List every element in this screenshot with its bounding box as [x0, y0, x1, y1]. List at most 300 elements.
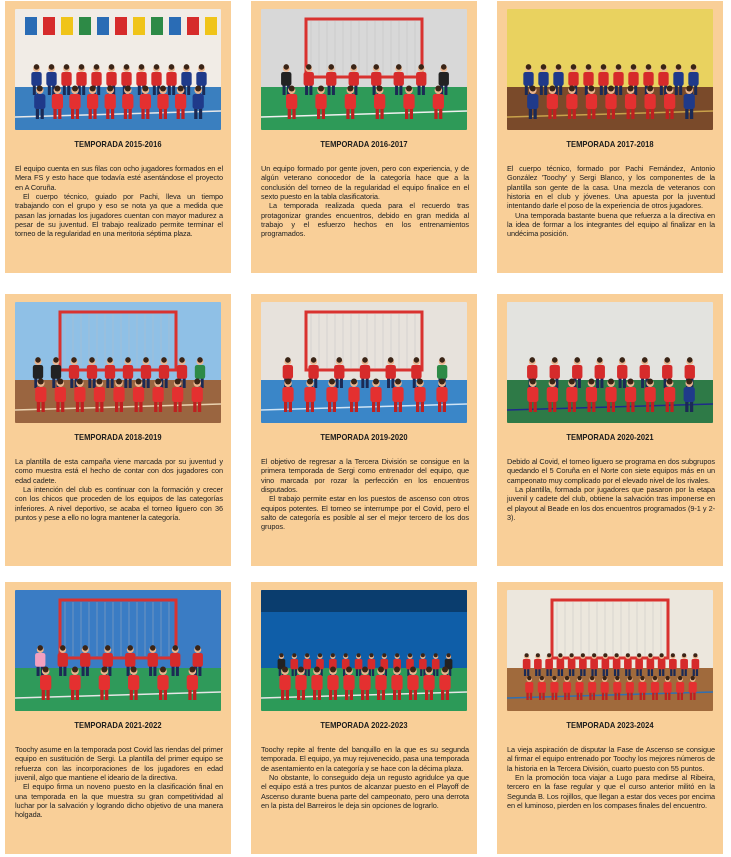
- player-hair: [418, 64, 424, 70]
- player-leg: [58, 108, 61, 119]
- player-leg: [569, 668, 571, 676]
- player-leg: [436, 668, 438, 676]
- player-shirt: [58, 653, 68, 667]
- player-leg: [302, 689, 305, 700]
- player-shirt: [669, 659, 677, 669]
- player-shirt: [527, 94, 538, 109]
- player-leg: [36, 108, 39, 119]
- player-hair: [71, 357, 77, 363]
- player-hair: [442, 667, 448, 673]
- paragraph: La temporada realizada queda para el recuerdo tras protagonizar grandes encuentros, debido en gran medida al trabajo y el esfuerzo hechos en los entrenamientos programados.: [261, 201, 469, 239]
- player-leg: [93, 108, 96, 119]
- player-leg: [580, 692, 582, 700]
- player-leg: [81, 401, 84, 412]
- player-leg: [558, 668, 560, 676]
- team-photo: [15, 590, 221, 711]
- player-leg: [135, 401, 138, 412]
- player-hair: [536, 653, 540, 657]
- player-leg: [105, 689, 108, 700]
- player-hair: [540, 676, 544, 680]
- player-leg: [53, 108, 56, 119]
- player-leg: [76, 401, 79, 412]
- player-shirt: [553, 72, 563, 86]
- player-leg: [106, 108, 109, 119]
- player-leg: [439, 108, 442, 119]
- player-leg: [529, 108, 532, 119]
- player-leg: [127, 666, 130, 676]
- player-leg: [88, 378, 91, 388]
- player-hair: [676, 64, 682, 70]
- player-leg: [48, 85, 51, 95]
- player-hair: [194, 379, 200, 385]
- season-card: [251, 1, 477, 273]
- player-leg: [612, 108, 615, 119]
- player-shirt: [534, 659, 542, 669]
- season-description: [507, 457, 715, 522]
- player-shirt: [566, 387, 577, 402]
- player-hair: [394, 667, 400, 673]
- player-hair: [89, 357, 95, 363]
- pennant: [25, 17, 37, 35]
- player-shirt: [613, 659, 621, 669]
- player-hair: [329, 379, 335, 385]
- player-shirt: [386, 365, 396, 379]
- player-shirt: [598, 72, 608, 86]
- player-leg: [129, 378, 132, 388]
- player-leg: [377, 689, 380, 700]
- player-shirt: [34, 94, 45, 109]
- player-hair: [292, 653, 296, 657]
- player-leg: [627, 692, 629, 700]
- player-shirt: [628, 72, 638, 86]
- photo-illustration: [261, 9, 467, 130]
- player-hair: [549, 379, 555, 385]
- player-shirt: [187, 675, 198, 690]
- player-leg: [366, 689, 369, 700]
- team-photo: [261, 302, 467, 423]
- player-hair: [665, 676, 669, 680]
- player-leg: [194, 108, 197, 119]
- player-shirt: [69, 675, 80, 690]
- player-leg: [651, 108, 654, 119]
- player-hair: [642, 357, 648, 363]
- player-hair: [601, 64, 607, 70]
- player-leg: [100, 401, 103, 412]
- player-leg: [336, 378, 339, 388]
- paragraph: La vieja aspiración de disputar la Fase de Ascenso se consigue al firmar el equipo entrenado por Toochy los mejores números de la historia en la Tercera División, cuarto puesto con 55 puntos.: [507, 745, 715, 773]
- player-shirt: [87, 365, 97, 379]
- player-hair: [661, 64, 667, 70]
- player-leg: [540, 85, 543, 95]
- player-leg: [578, 378, 581, 388]
- player-leg: [694, 85, 697, 95]
- player-leg: [398, 689, 401, 700]
- player-shirt: [566, 94, 577, 109]
- player-shirt: [122, 94, 133, 109]
- player-hair: [530, 86, 536, 92]
- player-leg: [41, 108, 44, 119]
- paragraph: La intención del club es continuar con la formación y crecer con los chicos que proceden de los equipos de las categorías inferiores. A nivel deportivo, se acaba el torneo liguero con 36 puntos y pese a ello no logra mantener la categoría.: [15, 485, 223, 523]
- player-hair: [169, 64, 175, 70]
- player-leg: [662, 668, 664, 676]
- player-hair: [608, 86, 614, 92]
- player-leg: [619, 85, 622, 95]
- player-hair: [373, 64, 379, 70]
- player-shirt: [416, 72, 426, 86]
- player-leg: [295, 668, 297, 676]
- player-hair: [79, 64, 85, 70]
- player-hair: [351, 64, 357, 70]
- player-leg: [289, 401, 292, 412]
- player-leg: [636, 668, 638, 676]
- player-hair: [439, 379, 445, 385]
- player-shirt: [436, 387, 447, 402]
- player-leg: [573, 108, 576, 119]
- player-leg: [394, 401, 397, 412]
- player-leg: [544, 85, 547, 95]
- player-leg: [56, 401, 59, 412]
- player-shirt: [355, 659, 363, 669]
- player-shirt: [680, 659, 688, 669]
- player-leg: [202, 85, 205, 95]
- player-hair: [565, 676, 569, 680]
- player-leg: [361, 378, 364, 388]
- player-shirt: [640, 365, 650, 379]
- player-hair: [691, 64, 697, 70]
- paragraph: El cuerpo técnico, formado por Pachi Fernández, Antonio González 'Toochy' y Sergi Blanco, y los componentes de la plantilla son gente de la casa. Una mezcla de veteranos con historia en el club y jóvenes. Una apuesta por la juventud intentando darle el poso de la experiencia de otros jugadores.: [507, 164, 715, 211]
- player-leg: [416, 401, 419, 412]
- player-shirt: [166, 72, 176, 86]
- player-shirt: [103, 653, 113, 667]
- player-shirt: [193, 94, 204, 109]
- pennant: [97, 17, 109, 35]
- player-leg: [619, 378, 622, 388]
- season-card: [251, 294, 477, 566]
- player-hair: [615, 653, 619, 657]
- player-leg: [351, 108, 354, 119]
- player-hair: [107, 357, 113, 363]
- player-hair: [175, 379, 181, 385]
- player-leg: [592, 401, 595, 412]
- player-leg: [534, 108, 537, 119]
- player-leg: [309, 85, 312, 95]
- player-shirt: [99, 675, 110, 690]
- player-hair: [552, 676, 556, 680]
- player-leg: [100, 689, 103, 700]
- player-hair: [77, 379, 83, 385]
- player-leg: [446, 689, 449, 700]
- player-hair: [94, 64, 100, 70]
- player-shirt: [527, 387, 538, 402]
- player-leg: [641, 378, 644, 388]
- player-leg: [587, 108, 590, 119]
- player-leg: [690, 692, 692, 700]
- player-hair: [549, 86, 555, 92]
- player-shirt: [419, 659, 427, 669]
- player-hair: [154, 64, 160, 70]
- player-hair: [640, 676, 644, 680]
- player-leg: [343, 668, 345, 676]
- player-hair: [527, 676, 531, 680]
- player-leg: [652, 692, 654, 700]
- player-shirt: [550, 682, 558, 693]
- player-shirt: [550, 365, 560, 379]
- photo-illustration: [15, 302, 221, 423]
- player-shirt: [125, 653, 135, 667]
- pennant: [151, 17, 163, 35]
- player-leg: [666, 401, 669, 412]
- player-leg: [420, 668, 422, 676]
- player-leg: [391, 378, 394, 388]
- paragraph: El equipo cuenta en sus filas con ocho jugadores formados en el Mera FS y esto hace que todavía esté asentándose el proyecto en A Coruña.: [15, 164, 223, 192]
- player-leg: [535, 668, 537, 676]
- player-leg: [178, 401, 181, 412]
- player-hair: [318, 86, 324, 92]
- season-description: [507, 745, 715, 810]
- player-shirt: [157, 675, 168, 690]
- player-leg: [410, 108, 413, 119]
- player-hair: [628, 379, 634, 385]
- player-leg: [193, 401, 196, 412]
- player-leg: [198, 401, 201, 412]
- player-shirt: [80, 653, 90, 667]
- player-shirt: [684, 387, 695, 402]
- player-leg: [334, 689, 337, 700]
- player-hair: [647, 86, 653, 92]
- player-shirt: [638, 682, 646, 693]
- player-shirt: [617, 365, 627, 379]
- player-leg: [685, 668, 687, 676]
- player-leg: [328, 401, 331, 412]
- player-hair: [282, 667, 288, 673]
- player-leg: [52, 378, 55, 388]
- player-hair: [603, 676, 607, 680]
- player-hair: [189, 667, 195, 673]
- player-shirt: [195, 365, 205, 379]
- player-leg: [665, 692, 667, 700]
- player-hair: [615, 676, 619, 680]
- player-hair: [574, 357, 580, 363]
- player-shirt: [286, 94, 297, 109]
- photo-illustration: [261, 590, 467, 711]
- player-leg: [369, 668, 371, 676]
- player-leg: [573, 401, 576, 412]
- player-shirt: [538, 72, 548, 86]
- player-shirt: [568, 72, 578, 86]
- player-shirt: [644, 387, 655, 402]
- player-hair: [435, 86, 441, 92]
- player-leg: [593, 692, 595, 700]
- player-leg: [433, 668, 435, 676]
- player-leg: [526, 692, 528, 700]
- player-leg: [443, 401, 446, 412]
- player-shirt: [658, 659, 666, 669]
- player-leg: [568, 108, 571, 119]
- player-hair: [96, 379, 102, 385]
- player-hair: [414, 357, 420, 363]
- player-leg: [615, 85, 618, 95]
- player-leg: [359, 668, 361, 676]
- player-leg: [580, 668, 582, 676]
- player-leg: [42, 689, 45, 700]
- player-shirt: [547, 387, 558, 402]
- player-hair: [686, 86, 692, 92]
- player-leg: [86, 666, 89, 676]
- player-leg: [63, 85, 66, 95]
- player-shirt: [576, 682, 584, 693]
- player-shirt: [523, 72, 533, 86]
- player-hair: [60, 645, 66, 651]
- player-leg: [627, 401, 630, 412]
- player-shirt: [91, 72, 101, 86]
- player-leg: [71, 108, 74, 119]
- player-shirt: [368, 659, 376, 669]
- player-hair: [530, 379, 536, 385]
- player-leg: [61, 401, 64, 412]
- season-title: TEMPORADA 2018-2019: [74, 433, 162, 442]
- player-hair: [38, 379, 44, 385]
- player-leg: [153, 666, 156, 676]
- player-leg: [134, 689, 137, 700]
- player-shirt: [439, 675, 450, 690]
- player-hair: [660, 653, 664, 657]
- player-leg: [606, 668, 608, 676]
- player-leg: [159, 689, 162, 700]
- player-leg: [308, 668, 310, 676]
- player-shirt: [662, 365, 672, 379]
- player-hair: [417, 379, 423, 385]
- player-leg: [524, 668, 526, 676]
- player-shirt: [602, 659, 610, 669]
- player-leg: [373, 85, 376, 95]
- player-hair: [678, 676, 682, 680]
- player-hair: [693, 653, 697, 657]
- player-leg: [675, 85, 678, 95]
- season-title: TEMPORADA 2021-2022: [74, 721, 162, 730]
- player-hair: [155, 379, 161, 385]
- player-leg: [600, 378, 603, 388]
- player-leg: [314, 378, 317, 388]
- player-shirt: [651, 682, 659, 693]
- player-shirt: [423, 675, 434, 690]
- player-leg: [589, 692, 591, 700]
- player-leg: [188, 689, 191, 700]
- player-shirt: [87, 94, 98, 109]
- player-hair: [72, 86, 78, 92]
- player-leg: [322, 108, 325, 119]
- player-leg: [385, 668, 387, 676]
- player-leg: [176, 666, 179, 676]
- player-shirt: [177, 365, 187, 379]
- player-leg: [346, 108, 349, 119]
- player-leg: [142, 378, 145, 388]
- player-shirt: [563, 682, 571, 693]
- player-shirt: [151, 72, 161, 86]
- player-leg: [552, 692, 554, 700]
- player-leg: [306, 401, 309, 412]
- player-leg: [656, 692, 658, 700]
- paragraph: Debido al Covid, el torneo liguero se programa en dos subgrupos quedando el 5 Coruña en el Norte con siete equipos más en un campeonato muy complicado por el elevado nivel de los rivales.: [507, 457, 715, 485]
- player-shirt: [572, 365, 582, 379]
- player-leg: [198, 666, 201, 676]
- player-leg: [318, 689, 321, 700]
- player-leg: [304, 668, 306, 676]
- player-hair: [525, 653, 529, 657]
- player-shirt: [586, 94, 597, 109]
- player-leg: [604, 85, 607, 95]
- player-leg: [111, 108, 114, 119]
- player-leg: [572, 668, 574, 676]
- player-leg: [67, 85, 70, 95]
- team-photo: [261, 9, 467, 130]
- paragraph: El objetivo de regresar a la Tercera División se consigue en la primera temporada de Sergi como entrenador del equipo, que vino marcada por rozar la perfección en los encuentros disputados.: [261, 457, 469, 495]
- player-shirt: [568, 659, 576, 669]
- player-shirt: [303, 659, 311, 669]
- player-leg: [696, 668, 698, 676]
- player-leg: [418, 85, 421, 95]
- player-shirt: [557, 659, 565, 669]
- player-leg: [640, 692, 642, 700]
- player-leg: [286, 689, 289, 700]
- player-leg: [82, 85, 85, 95]
- player-hair: [577, 676, 581, 680]
- player-hair: [72, 667, 78, 673]
- player-leg: [174, 401, 177, 412]
- pennant: [115, 17, 127, 35]
- player-leg: [631, 108, 634, 119]
- team-photo: [507, 9, 713, 130]
- player-shirt: [345, 94, 356, 109]
- player-shirt: [55, 387, 66, 402]
- player-leg: [693, 668, 695, 676]
- player-hair: [57, 379, 63, 385]
- player-hair: [35, 357, 41, 363]
- photo-illustration: [507, 590, 713, 711]
- player-shirt: [33, 365, 43, 379]
- player-hair: [569, 86, 575, 92]
- player-leg: [380, 108, 383, 119]
- player-hair: [199, 64, 205, 70]
- player-hair: [667, 86, 673, 92]
- player-leg: [164, 689, 167, 700]
- photo-illustration: [507, 302, 713, 423]
- player-leg: [201, 378, 204, 388]
- player-leg: [530, 692, 532, 700]
- player-shirt: [172, 387, 183, 402]
- player-shirt: [148, 653, 158, 667]
- player-leg: [651, 401, 654, 412]
- pennant: [205, 17, 217, 35]
- season-description: [261, 457, 469, 532]
- player-hair: [628, 86, 634, 92]
- player-shirt: [689, 682, 697, 693]
- player-shirt: [658, 72, 668, 86]
- paragraph: Toochy repite al frente del banquillo en la que es su segunda temporada. El equipo, ya muy rejuvenecido, pasa una temporada de asentamiento en la categoría y se hace con la décima plaza.: [261, 745, 469, 773]
- player-leg: [377, 401, 380, 412]
- player-hair: [691, 676, 695, 680]
- player-leg: [321, 668, 323, 676]
- player-hair: [646, 64, 652, 70]
- season-description: [507, 164, 715, 239]
- player-hair: [64, 64, 70, 70]
- player-leg: [605, 692, 607, 700]
- player-hair: [125, 86, 131, 92]
- player-hair: [382, 653, 386, 657]
- player-leg: [317, 108, 320, 119]
- paragraph: La plantilla de esta campaña viene marcada por su juventud y como muestra está el hecho de contar con dos jugadores con edad cadete.: [15, 457, 223, 485]
- player-shirt: [308, 365, 318, 379]
- player-leg: [177, 108, 180, 119]
